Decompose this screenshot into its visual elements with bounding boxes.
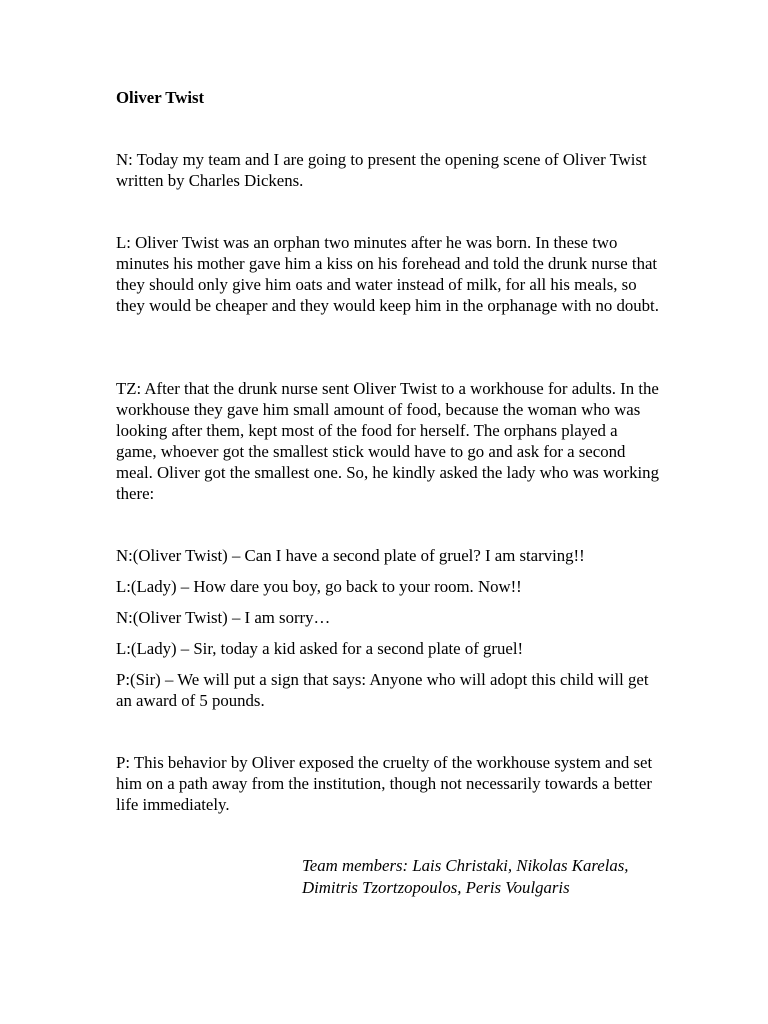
document-title: Oliver Twist [116, 88, 205, 107]
dialogue-line: L:(Lady) – How dare you boy, go back to your room. Now!! [116, 577, 522, 596]
dialogue-line: P:(Sir) – We will put a sign that says: Anyone who will adopt this child will get an award of 5 pounds. [116, 670, 649, 710]
paragraph-conclusion: P: This behavior by Oliver exposed the cruelty of the workhouse system and set him on a path away from the institution, though not necessarily towards a better life immediately. [116, 753, 653, 814]
team-credits [302, 855, 682, 899]
dialogue-line: N:(Oliver Twist) – I am sorry… [116, 608, 331, 627]
credits-line: Dimitris Tzortzopoulos, Peris Voulgaris [302, 878, 570, 897]
dialogue-line: L:(Lady) – Sir, today a kid asked for a second plate of gruel! [116, 639, 524, 658]
paragraph-intro: N: Today my team and I are going to present the opening scene of Oliver Twist written by Charles Dickens. [116, 150, 647, 190]
paragraph-workhouse: TZ: After that the drunk nurse sent Oliver Twist to a workhouse for adults. In the workhouse they gave him small amount of food, because the woman who was looking after them, kept most of the food for herself. The orphans played a game, whoever got the smallest stick would have to go and ask for a second meal. Oliver got the smallest one. So, he kindly asked the lady who was working there: [116, 379, 659, 503]
credits-line: Team members: Lais Christaki, Nikolas Karelas, [302, 856, 629, 875]
dialogue-line: N:(Oliver Twist) – Can I have a second plate of gruel? I am starving!! [116, 546, 585, 565]
paragraph-birth: L: Oliver Twist was an orphan two minutes after he was born. In these two minutes his mother gave him a kiss on his forehead and told the drunk nurse that they should only give him oats and water instead of milk, for all his meals, so they would be cheaper and they would keep him in the orphanage with no doubt. [116, 233, 659, 315]
